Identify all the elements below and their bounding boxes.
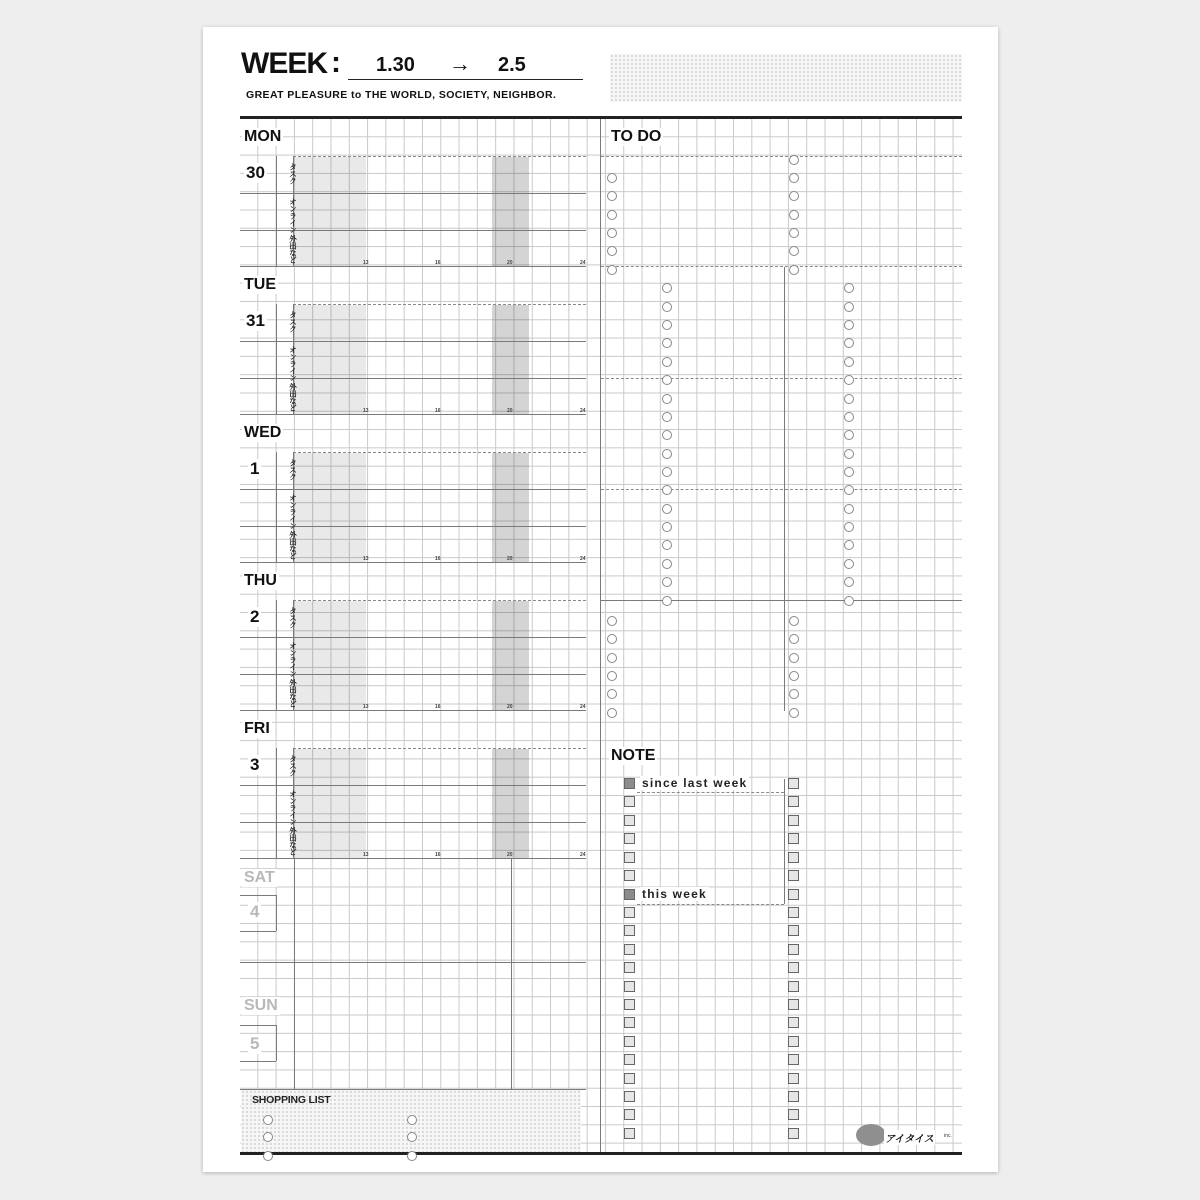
row-label-outing: 外出など	[288, 235, 298, 263]
day-number: 3	[250, 755, 260, 774]
todo-checkbox[interactable]	[844, 375, 854, 385]
row-label-task: タスク	[288, 163, 298, 184]
todo-checkbox[interactable]	[662, 540, 672, 550]
note-dash	[637, 904, 784, 905]
week-colon: :	[331, 46, 340, 79]
todo-checkbox[interactable]	[789, 265, 799, 275]
note-checkbox[interactable]	[788, 1091, 799, 1102]
tick-label: 16	[435, 260, 441, 266]
weekend-col-line	[294, 859, 295, 1089]
day-number: 2	[250, 607, 260, 626]
row-label-online: オンライン	[288, 494, 298, 529]
row-line	[240, 895, 276, 896]
todo-dash	[601, 378, 962, 379]
note-checkbox[interactable]	[624, 907, 635, 918]
todo-checkbox[interactable]	[607, 210, 617, 220]
note-checkbox[interactable]	[788, 999, 799, 1010]
note-checkbox[interactable]	[624, 852, 635, 863]
todo-checkbox[interactable]	[844, 394, 854, 404]
note-checkbox[interactable]	[788, 1128, 799, 1139]
row-label-outing: 外出など	[288, 531, 298, 559]
todo-checkbox[interactable]	[789, 671, 799, 681]
todo-dash	[601, 489, 962, 490]
todo-checkbox[interactable]	[844, 320, 854, 330]
todo-checkbox[interactable]	[662, 559, 672, 569]
note-checkbox[interactable]	[788, 925, 799, 936]
tick-label: 20	[507, 556, 513, 562]
sun-date-line	[276, 1025, 277, 1061]
date-col-line	[276, 156, 277, 267]
arrow-icon: →	[449, 51, 471, 76]
todo-checkbox[interactable]	[789, 634, 799, 644]
note-checkbox[interactable]	[624, 870, 635, 881]
todo-checkbox[interactable]	[789, 653, 799, 663]
todo-checkbox[interactable]	[662, 485, 672, 495]
note-checkbox[interactable]	[788, 1017, 799, 1028]
note-checkbox[interactable]	[788, 1073, 799, 1084]
todo-checkbox[interactable]	[844, 559, 854, 569]
day-block-fri	[240, 711, 586, 859]
brand-suffix: inc.	[944, 1133, 952, 1139]
tick-label: 13	[363, 408, 369, 414]
todo-checkbox[interactable]	[844, 357, 854, 367]
note-checkbox[interactable]	[624, 1091, 635, 1102]
start-date[interactable]: 1.30	[376, 54, 415, 76]
day-number-sun: 5	[250, 1034, 260, 1053]
todo-checkbox[interactable]	[789, 191, 799, 201]
todo-checkbox[interactable]	[662, 357, 672, 367]
day-name: MON	[244, 128, 282, 145]
tick-label: 16	[435, 704, 441, 710]
sat-date-line	[276, 895, 277, 931]
row-label-online: オンライン	[288, 790, 298, 825]
todo-checkbox[interactable]	[789, 210, 799, 220]
shopping-checkbox[interactable]	[407, 1115, 417, 1125]
note-box-line	[784, 779, 785, 904]
note-since-label: since last week	[642, 776, 748, 790]
note-checkbox[interactable]	[624, 1073, 635, 1084]
todo-checkbox[interactable]	[662, 375, 672, 385]
weekend-block	[240, 859, 586, 1089]
day-name: TUE	[244, 276, 276, 293]
date-col-line	[276, 600, 277, 711]
note-this-label: this week	[642, 887, 707, 901]
tick-label: 13	[363, 852, 369, 858]
todo-checkbox[interactable]	[607, 689, 617, 699]
note-checkbox[interactable]	[624, 815, 635, 826]
todo-checkbox[interactable]	[789, 228, 799, 238]
todo-checkbox[interactable]	[844, 540, 854, 550]
tick-label: 24	[580, 704, 586, 710]
note-checkbox[interactable]	[624, 1054, 635, 1065]
brand-logo-icon	[856, 1124, 886, 1146]
todo-checkbox[interactable]	[607, 246, 617, 256]
todo-checkbox[interactable]	[844, 467, 854, 477]
todo-checkbox[interactable]	[789, 246, 799, 256]
day-block-wed	[240, 415, 586, 563]
note-checkbox[interactable]	[788, 852, 799, 863]
todo-dash	[601, 156, 962, 157]
date-col-line	[276, 452, 277, 563]
todo-checkbox[interactable]	[607, 653, 617, 663]
todo-checkbox[interactable]	[607, 173, 617, 183]
todo-checkbox[interactable]	[607, 671, 617, 681]
row-line	[240, 785, 586, 786]
row-line	[240, 637, 586, 638]
todo-checkbox[interactable]	[607, 191, 617, 201]
todo-title: TO DO	[611, 128, 662, 145]
shopping-checkbox[interactable]	[263, 1115, 273, 1125]
shade-morning	[294, 749, 366, 859]
main-grid	[240, 119, 962, 1152]
subtitle: GREAT PLEASURE to THE WORLD, SOCIETY, NEIGHBOR.	[246, 89, 557, 101]
note-checkbox[interactable]	[788, 796, 799, 807]
note-checkbox[interactable]	[788, 1109, 799, 1120]
todo-checkbox[interactable]	[844, 302, 854, 312]
shade-evening	[492, 305, 529, 415]
note-checkbox[interactable]	[624, 796, 635, 807]
row-line	[240, 193, 586, 194]
todo-checkbox[interactable]	[607, 616, 617, 626]
todo-checkbox[interactable]	[844, 596, 854, 606]
todo-checkbox[interactable]	[662, 338, 672, 348]
todo-checkbox[interactable]	[789, 173, 799, 183]
date-col-line	[276, 748, 277, 859]
todo-checkbox[interactable]	[607, 634, 617, 644]
row-label-task: タスク	[288, 459, 298, 480]
todo-mid-line	[784, 267, 785, 711]
day-number: 31	[246, 311, 265, 330]
day-block-tue	[240, 267, 586, 415]
shade-morning	[294, 453, 366, 563]
header-memo-box[interactable]	[610, 54, 962, 102]
todo-checkbox[interactable]	[844, 504, 854, 514]
note-checkbox[interactable]	[788, 778, 799, 789]
row-label-online: オンライン	[288, 198, 298, 233]
note-checkbox[interactable]	[788, 889, 799, 900]
row-label-outing: 外出など	[288, 679, 298, 707]
note-checkbox[interactable]	[624, 1109, 635, 1120]
todo-checkbox[interactable]	[607, 228, 617, 238]
shade-evening	[492, 157, 529, 267]
row-line	[240, 489, 586, 490]
note-checkbox[interactable]	[788, 944, 799, 955]
todo-checkbox[interactable]	[662, 467, 672, 477]
day-name-sun: SUN	[244, 997, 278, 1014]
note-title: NOTE	[611, 747, 656, 764]
todo-checkbox[interactable]	[844, 522, 854, 532]
todo-checkbox[interactable]	[662, 596, 672, 606]
note-checkbox[interactable]	[788, 815, 799, 826]
todo-checkbox[interactable]	[607, 708, 617, 718]
day-block-thu	[240, 563, 586, 711]
note-checkbox[interactable]	[624, 925, 635, 936]
row-label-online: オンライン	[288, 642, 298, 677]
todo-line	[601, 600, 962, 601]
todo-checkbox[interactable]	[662, 430, 672, 440]
todo-checkbox[interactable]	[844, 338, 854, 348]
note-checkbox[interactable]	[624, 1128, 635, 1139]
shade-morning	[294, 601, 366, 711]
day-block-mon	[240, 119, 586, 267]
todo-checkbox[interactable]	[662, 283, 672, 293]
shade-morning	[294, 305, 366, 415]
note-checkbox[interactable]	[624, 833, 635, 844]
note-checkbox[interactable]	[788, 1054, 799, 1065]
shopping-checkbox[interactable]	[263, 1132, 273, 1142]
tick-label: 16	[435, 408, 441, 414]
todo-checkbox[interactable]	[662, 320, 672, 330]
shopping-checkbox[interactable]	[263, 1151, 273, 1161]
day-name: WED	[244, 424, 282, 441]
todo-dash	[601, 266, 962, 267]
date-underline	[348, 79, 583, 80]
note-checkbox[interactable]	[624, 999, 635, 1010]
shopping-list-title: SHOPPING LIST	[252, 1094, 331, 1106]
todo-checkbox[interactable]	[844, 449, 854, 459]
note-checkbox[interactable]	[788, 981, 799, 992]
tick-label: 20	[507, 260, 513, 266]
tick-label: 16	[435, 852, 441, 858]
shopping-list-box[interactable]	[241, 1090, 581, 1152]
note-checkbox[interactable]	[624, 962, 635, 973]
day-name: THU	[244, 572, 277, 589]
day-number-sat: 4	[250, 902, 260, 921]
todo-checkbox[interactable]	[844, 283, 854, 293]
shade-morning	[294, 157, 366, 267]
todo-checkbox[interactable]	[789, 616, 799, 626]
tick-label: 20	[507, 704, 513, 710]
row-line	[240, 1025, 276, 1026]
todo-checkbox[interactable]	[662, 577, 672, 587]
end-date[interactable]: 2.5	[498, 54, 526, 76]
row-line	[240, 1061, 276, 1062]
weekend-col-line	[511, 859, 512, 1089]
todo-checkbox[interactable]	[662, 449, 672, 459]
bottom-rule	[240, 1152, 962, 1155]
note-dash	[637, 792, 784, 793]
weekend-divider	[240, 962, 586, 963]
todo-checkbox[interactable]	[662, 504, 672, 514]
row-label-outing: 外出など	[288, 383, 298, 411]
row-label-task: タスク	[288, 755, 298, 776]
note-marker-this	[624, 889, 635, 900]
row-label-task: タスク	[288, 607, 298, 628]
day-number: 1	[250, 459, 260, 478]
todo-checkbox[interactable]	[844, 577, 854, 587]
shade-evening	[492, 453, 529, 563]
note-checkbox[interactable]	[788, 907, 799, 918]
todo-checkbox[interactable]	[662, 412, 672, 422]
shade-evening	[492, 749, 529, 859]
todo-checkbox[interactable]	[662, 394, 672, 404]
shopping-checkbox[interactable]	[407, 1151, 417, 1161]
note-checkbox[interactable]	[624, 1036, 635, 1047]
note-checkbox[interactable]	[624, 1017, 635, 1028]
todo-checkbox[interactable]	[844, 485, 854, 495]
date-col-line	[276, 304, 277, 415]
note-checkbox[interactable]	[788, 1036, 799, 1047]
tick-label: 20	[507, 408, 513, 414]
tick-label: 24	[580, 260, 586, 266]
tick-label: 13	[363, 260, 369, 266]
note-checkbox[interactable]	[788, 962, 799, 973]
shopping-checkbox[interactable]	[407, 1132, 417, 1142]
todo-checkbox[interactable]	[844, 412, 854, 422]
tick-label: 16	[435, 556, 441, 562]
note-checkbox[interactable]	[624, 944, 635, 955]
todo-checkbox[interactable]	[662, 522, 672, 532]
column-divider	[600, 119, 601, 1152]
todo-checkbox[interactable]	[662, 302, 672, 312]
row-label-outing: 外出など	[288, 827, 298, 855]
tick-label: 24	[580, 556, 586, 562]
tick-label: 20	[507, 852, 513, 858]
todo-checkbox[interactable]	[789, 689, 799, 699]
note-checkbox[interactable]	[788, 833, 799, 844]
row-label-online: オンライン	[288, 346, 298, 381]
todo-checkbox[interactable]	[844, 430, 854, 440]
note-marker-since	[624, 778, 635, 789]
day-name-sat: SAT	[244, 869, 275, 886]
todo-checkbox[interactable]	[789, 708, 799, 718]
week-label: WEEK	[241, 47, 327, 80]
tick-label: 24	[580, 852, 586, 858]
todo-checkbox[interactable]	[789, 155, 799, 165]
note-checkbox[interactable]	[788, 870, 799, 881]
day-name: FRI	[244, 720, 270, 737]
row-label-task: タスク	[288, 311, 298, 332]
day-number: 30	[246, 163, 265, 182]
brand-name: アイタイス	[884, 1130, 935, 1145]
tick-label: 13	[363, 704, 369, 710]
planner-page	[203, 27, 998, 1172]
shade-evening	[492, 601, 529, 711]
tick-label: 13	[363, 556, 369, 562]
note-checkbox[interactable]	[624, 981, 635, 992]
row-line	[240, 931, 276, 932]
row-line	[240, 341, 586, 342]
todo-checkbox[interactable]	[607, 265, 617, 275]
tick-label: 24	[580, 408, 586, 414]
